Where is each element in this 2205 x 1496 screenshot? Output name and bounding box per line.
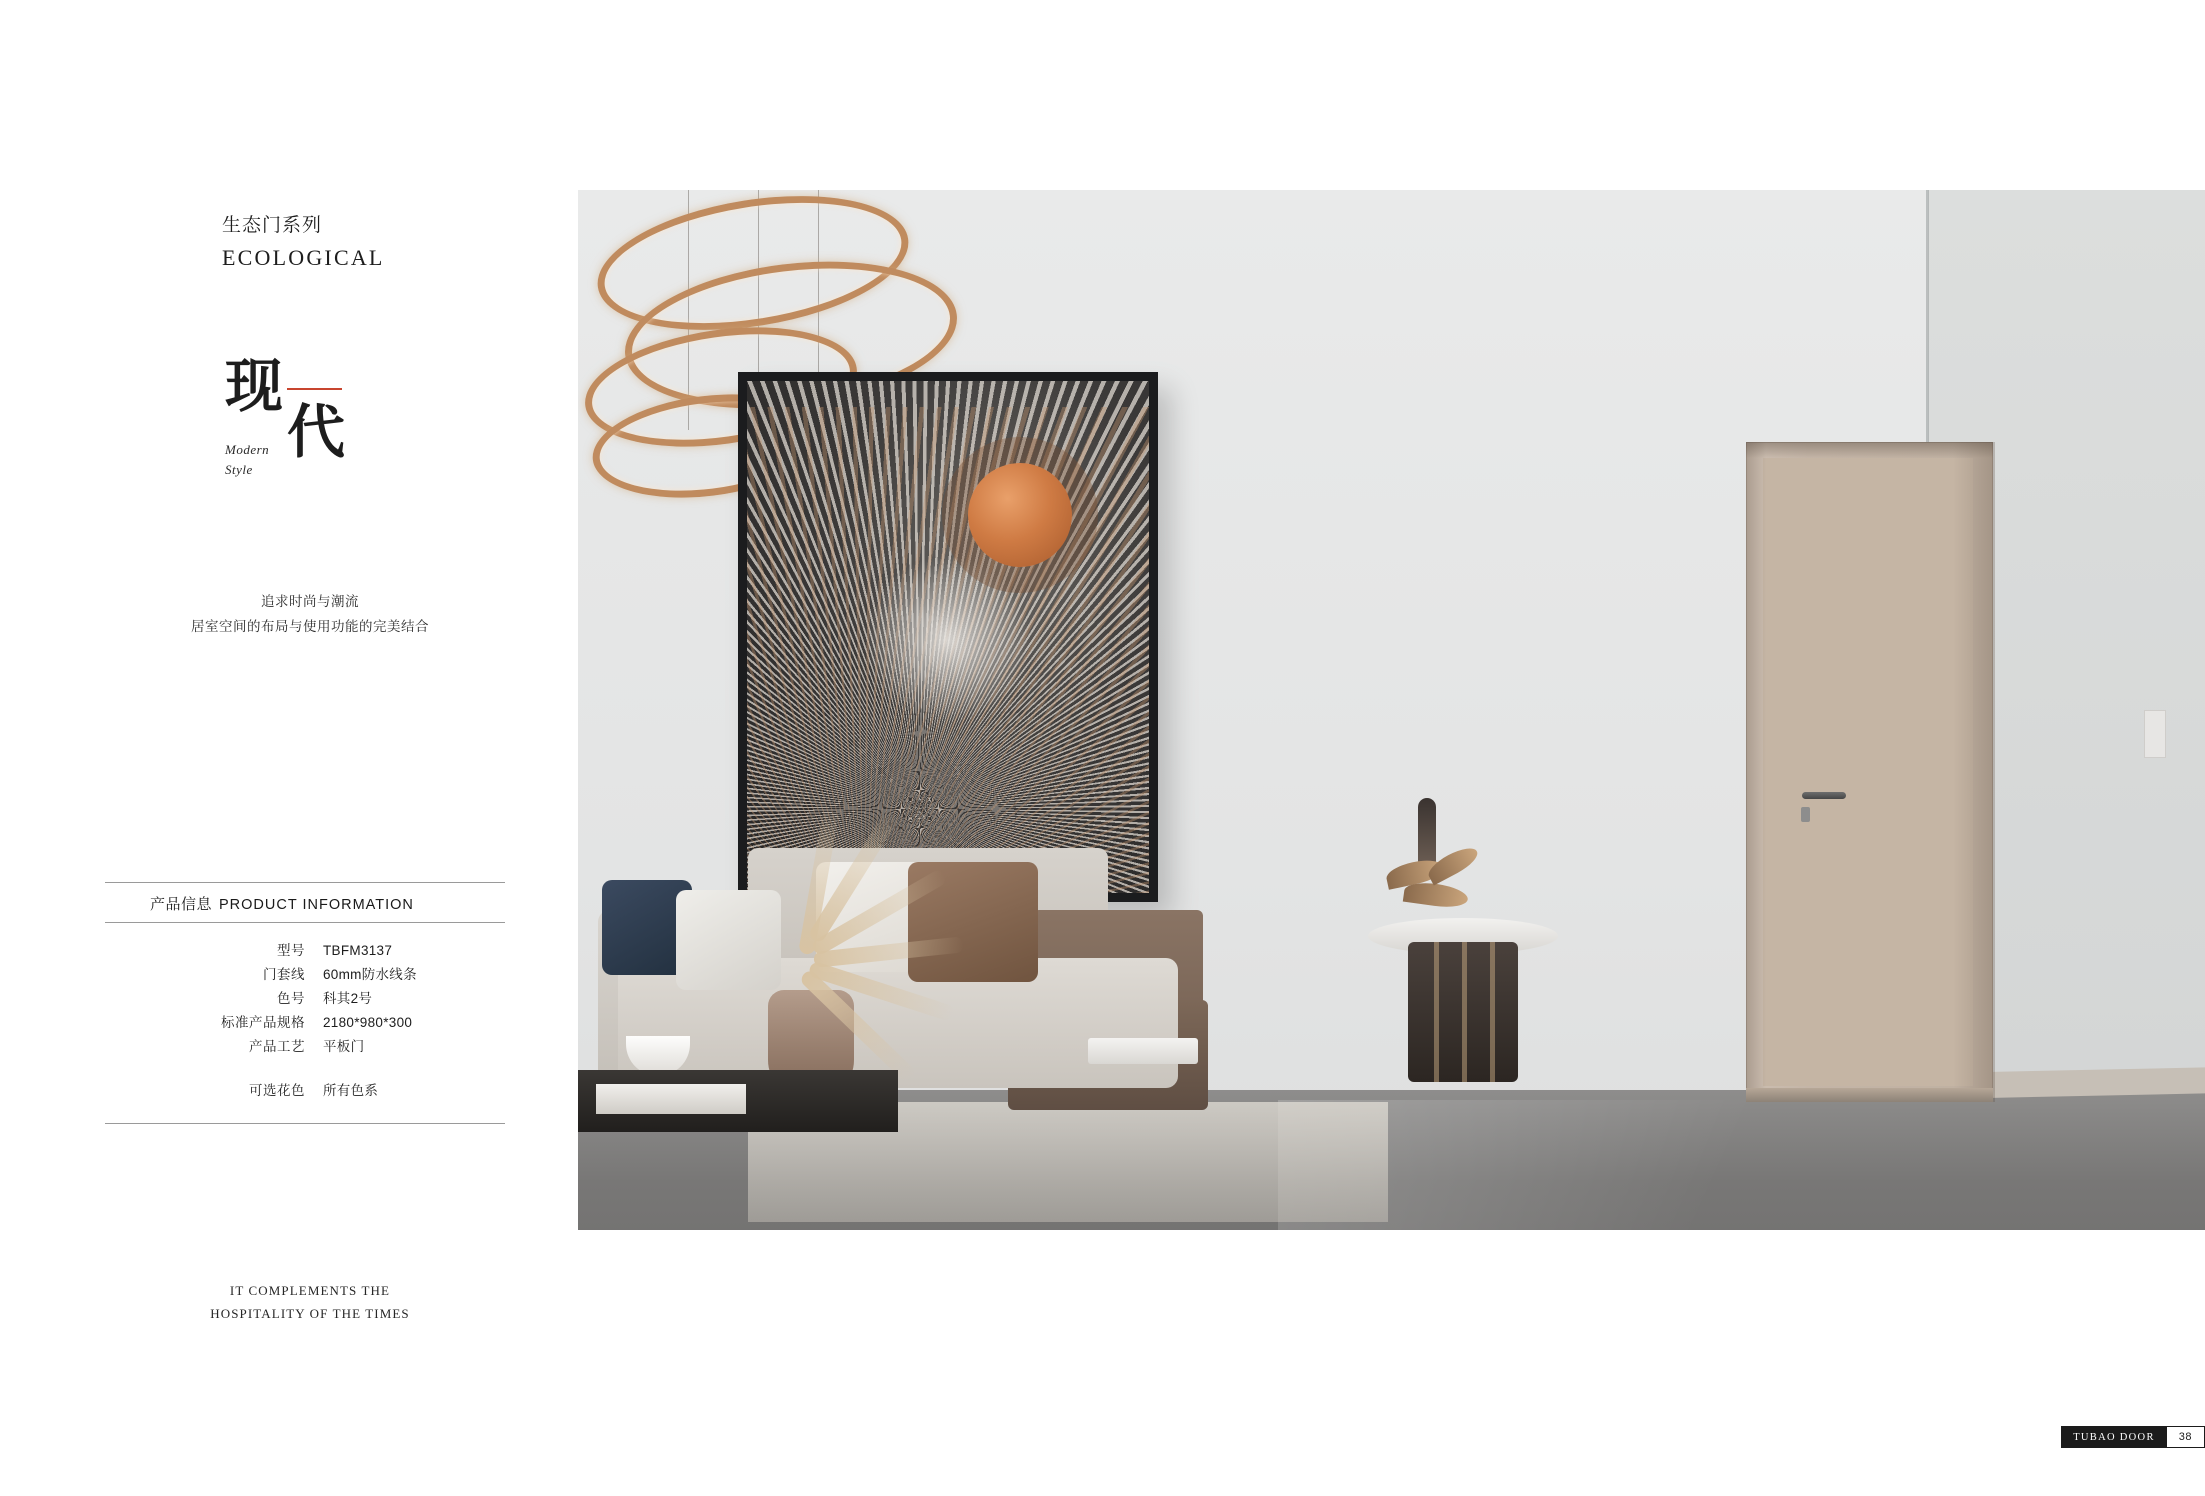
left-text-column [0, 0, 580, 1496]
artwork-canvas [747, 381, 1149, 893]
product-spec-table [105, 939, 505, 1103]
logo-en-line1: Modern [225, 442, 270, 457]
spec-value: 平板门 [323, 1039, 365, 1055]
product-info-bottom-rule [105, 1123, 505, 1124]
coffee-table-books [596, 1084, 746, 1114]
wall-switch [2144, 710, 2166, 758]
framed-artwork [738, 372, 1158, 902]
footer-slogan-line-2: HOSPITALITY OF THE TIMES [210, 1305, 410, 1321]
spec-value: 科其2号 [323, 991, 373, 1007]
baseboard [1958, 1067, 2205, 1098]
door-top-shadow [1746, 442, 1993, 458]
table-row [105, 939, 505, 963]
table-row [105, 963, 505, 987]
logo-en-text [225, 440, 269, 479]
artwork-light-burst [852, 545, 1042, 735]
spec-label: 型号 [277, 943, 305, 958]
product-info-heading-cn: 产品信息 [150, 896, 213, 913]
decor-figurine [1418, 798, 1436, 864]
product-info-heading [105, 883, 505, 922]
door-lock-plate [1801, 807, 1810, 822]
door-threshold [1746, 1088, 1993, 1102]
product-information-panel [105, 882, 505, 1124]
side-table-flute [1462, 942, 1467, 1082]
product-info-mid-rule [105, 922, 505, 923]
tagline [140, 590, 480, 640]
door-handle [1802, 792, 1846, 799]
side-table-flute [1434, 942, 1439, 1082]
logo-accent-rule [287, 388, 342, 390]
table-row [105, 1079, 505, 1103]
door-shadow-left [1746, 442, 1766, 1102]
logo-character-dai: 代 [287, 400, 346, 465]
spec-label: 门套线 [263, 967, 305, 983]
table-row [105, 987, 505, 1011]
product-info-heading-en: PRODUCT INFORMATION [219, 897, 414, 913]
page-footer-badge [2061, 1426, 2205, 1448]
door-leaf [1763, 458, 1973, 1086]
side-table-flute [1490, 942, 1495, 1082]
table-row [105, 1011, 505, 1035]
spec-label: 产品工艺 [249, 1039, 305, 1055]
table-row-spacer [105, 1059, 505, 1079]
photo-bottom-crop [578, 1230, 2205, 1320]
interior-photograph [578, 190, 2205, 1320]
artwork-sun-sphere [968, 463, 1072, 567]
tagline-line-2: 居室空间的布局与使用功能的完美结合 [191, 618, 429, 634]
spec-value: TBFM3137 [323, 943, 393, 958]
spec-value: 60mm防水线条 [323, 967, 417, 983]
optional-color-value: 所有色系 [323, 1083, 379, 1099]
brand-name: TUBAO DOOR [2061, 1426, 2167, 1448]
footer-slogan-line-1: IT COMPLEMENTS THE [229, 1283, 391, 1298]
optional-color-label: 可选花色 [249, 1083, 305, 1099]
logo-character-xian: 现 [225, 354, 284, 419]
tagline-line-1: 追求时尚与潮流 [261, 594, 359, 609]
spec-label: 标准产品规格 [221, 1015, 305, 1031]
spec-value: 2180*980*300 [323, 1015, 413, 1031]
door-shadow-right [1953, 442, 1995, 1102]
modern-style-logo [225, 354, 405, 498]
page-number: 38 [2167, 1426, 2205, 1448]
magazines [1088, 1038, 1198, 1064]
table-row [105, 1035, 505, 1059]
throw-pillow-white [676, 890, 781, 990]
series-title-en: ECOLOGICAL [222, 244, 385, 270]
logo-en-line2: Style [225, 461, 253, 477]
series-title-cn: 生态门系列 [222, 215, 323, 236]
spec-label: 色号 [277, 991, 305, 1007]
series-title-block [222, 212, 542, 271]
footer-slogan [140, 1280, 480, 1326]
